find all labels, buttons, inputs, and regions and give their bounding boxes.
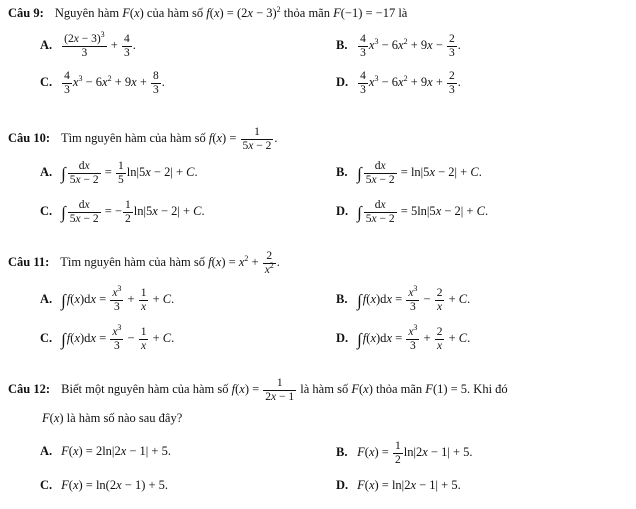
q11-option-a[interactable] (40, 284, 175, 314)
q10-option-b-letter: B. (336, 165, 348, 180)
q10-option-d-math: ∫ $\frac{dx}{5x - 2}$ = 5ln|5x − 2| + C. (357, 199, 489, 225)
q10-option-a-letter: A. (40, 165, 53, 180)
q12-option-d-math: F(x) = ln|2x − 1| + 5. (357, 478, 461, 492)
q9-option-b[interactable] (336, 33, 461, 60)
q10-option-c-letter: C. (40, 204, 53, 219)
question-9-label: Câu 9: (8, 6, 44, 20)
q10-option-b[interactable] (336, 160, 482, 187)
q9-option-b-math: $\frac{4}{3}$ $x^3 - 6x^2 + 9x$ − $\frac{2}{3}$ . (360, 33, 461, 59)
question-12: Câu 12: Biết một nguyên hàm của hàm số f(x) = $\frac{1}{2x - 1}$ là hàm số F(x) thỏa mãn F(1) = 5. Khi đó (8, 377, 508, 403)
q12-option-a-math: F(x) = 2ln|2x − 1| + 5. (61, 444, 171, 458)
q12-option-b[interactable] (336, 440, 473, 467)
q11-option-d-letter: D. (336, 331, 349, 346)
q11-option-d-math: ∫f(x)dx = $\frac{x^3}{3}$ + $\frac{2}{x}$ + C. (357, 323, 471, 352)
question-11-label: Câu 11: (8, 255, 50, 270)
q11-option-d[interactable] (336, 323, 471, 353)
q9-option-a[interactable] (40, 30, 136, 60)
q10-option-d-letter: D. (336, 204, 349, 219)
q9-option-c[interactable] (40, 70, 165, 97)
q12-option-b-letter: B. (336, 445, 348, 460)
question-12-label: Câu 12: (8, 382, 51, 397)
q11-option-b[interactable] (336, 284, 471, 314)
q11-option-c-math: ∫f(x)dx = $\frac{x^3}{3}$ − $\frac{1}{x}$ + C. (61, 323, 175, 352)
q11-option-a-math: ∫f(x)dx = $\frac{x^3}{3}$ + $\frac{1}{x}$ + C. (61, 284, 175, 313)
question-12-line-2: F(x) là hàm số nào sau đây? (42, 411, 183, 425)
q10-option-a-math: ∫ $\frac{dx}{5x - 2}$ = $\frac{1}{5}$ ln|5x − 2| + C. (61, 160, 198, 186)
question-9: Câu 9: Nguyên hàm F(x) của hàm số $f(x) = (2x - 3)^2$ thỏa mãn F(−1) = −17 là (8, 5, 408, 20)
q9-option-d-math: $\frac{4}{3}$ $x^3 - 6x^2 + 9x$ + $\frac{2}{3}$ . (360, 70, 461, 96)
q10-option-c-math: ∫ $\frac{dx}{5x - 2}$ = − $\frac{1}{2}$ ln|5x − 2| + C. (61, 199, 205, 225)
q12-option-d-letter: D. (336, 478, 349, 492)
q11-option-c[interactable] (40, 323, 175, 353)
q10-option-d[interactable] (336, 199, 488, 226)
q10-option-b-math: ∫ $\frac{dx}{5x - 2}$ = ln|5x − 2| + C. (357, 160, 482, 186)
q9-option-d[interactable] (336, 70, 461, 97)
q11-option-b-letter: B. (336, 292, 348, 307)
q9-option-a-math: $\frac{(2x - 3)^3}{3}$ + $\frac{4}{3}$ . (64, 30, 136, 59)
question-10: Câu 10: Tìm nguyên hàm của hàm số f(x) = $\frac{1}{5x - 2}$ . (8, 126, 278, 152)
q9-option-b-letter: B. (336, 38, 348, 53)
q12-option-b-math: F(x) = $\frac{1}{2}$ ln|2x − 1| + 5. (357, 440, 473, 466)
q9-option-a-letter: A. (40, 38, 53, 53)
q12-option-a-letter: A. (40, 444, 53, 458)
question-11: Câu 11: Tìm nguyên hàm của hàm số $f(x) = x^2$ + $\frac{2}{x^2}$ . (8, 250, 280, 276)
q9-option-c-letter: C. (40, 75, 53, 90)
q12-option-c[interactable] (40, 478, 168, 493)
q9-option-c-math: $\frac{4}{3}$ $x^3 - 6x^2 + 9x$ + $\frac{8}{3}$ . (64, 70, 165, 96)
q11-option-a-letter: A. (40, 292, 53, 307)
q9-option-d-letter: D. (336, 75, 349, 90)
q12-option-c-math: F(x) = ln(2x − 1) + 5. (61, 478, 169, 492)
q11-option-b-math: ∫f(x)dx = $\frac{x^3}{3}$ − $\frac{2}{x}$ + C. (357, 284, 471, 313)
q10-option-a[interactable] (40, 160, 198, 187)
q10-option-c[interactable] (40, 199, 205, 226)
q11-option-c-letter: C. (40, 331, 53, 346)
question-10-label: Câu 10: (8, 131, 51, 146)
q12-option-d[interactable] (336, 478, 461, 493)
q12-option-a[interactable] (40, 444, 171, 459)
q12-option-c-letter: C. (40, 478, 53, 492)
